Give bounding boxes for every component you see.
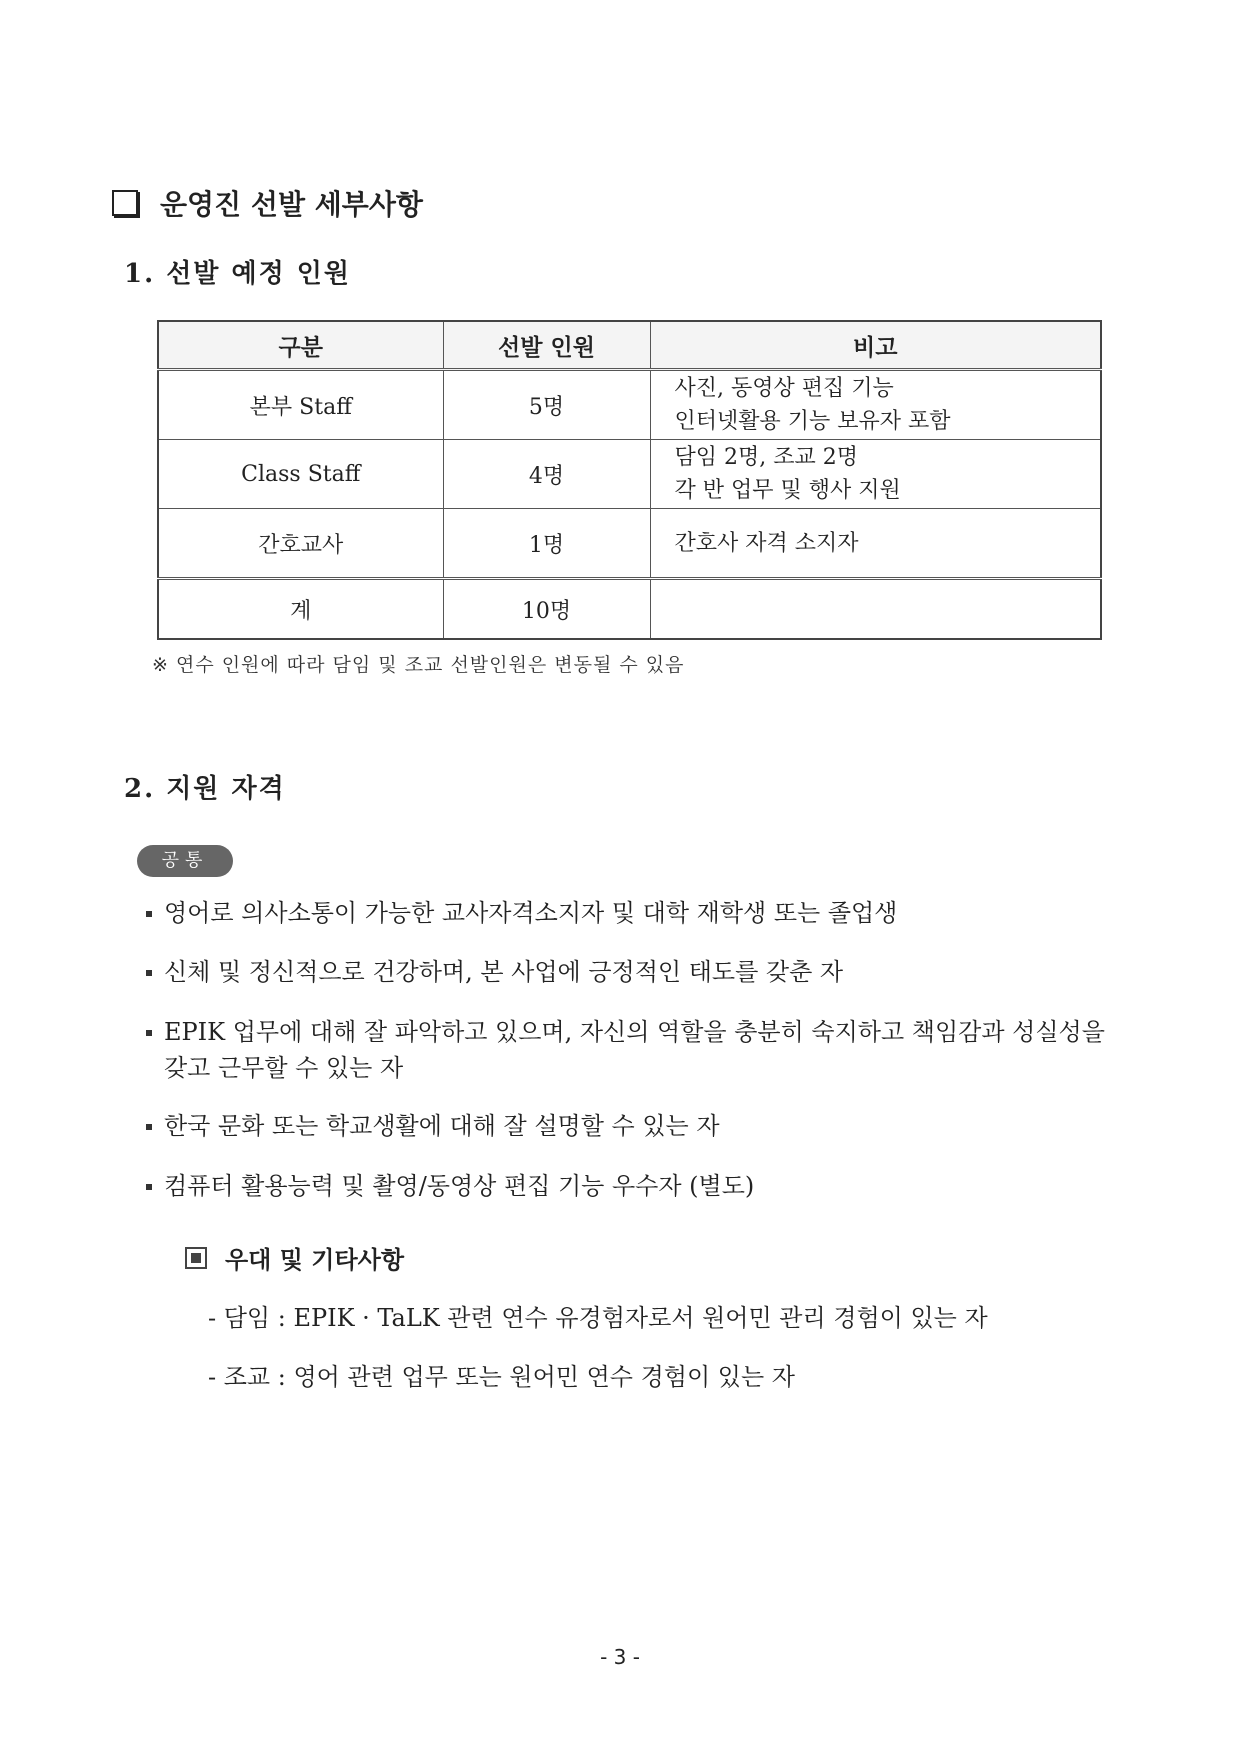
list-item: [146, 1108, 1126, 1144]
header-category: 구분: [158, 321, 443, 370]
bullet-text: 한국 문화 또는 학교생활에 대해 잘 설명할 수 있는 자: [164, 1112, 720, 1140]
preference-heading: [185, 1240, 404, 1275]
table-header-row: [158, 321, 1101, 370]
table-row: [158, 370, 1101, 440]
note-line: 각 반 업무 및 행사 지원: [674, 478, 901, 503]
staff-table: [157, 320, 1102, 640]
list-item: [146, 954, 1126, 990]
total-note: [650, 579, 1101, 640]
bullet-icon: [146, 1030, 152, 1036]
list-item: [146, 1014, 1126, 1086]
cell-note: [650, 509, 1101, 579]
common-badge: 공통: [137, 845, 233, 877]
total-label: 계: [158, 579, 443, 640]
cell-category: 간호교사: [158, 509, 443, 579]
bullet-icon: [146, 911, 152, 917]
cell-count: 5명: [443, 370, 650, 440]
bullet-icon: [146, 1184, 152, 1190]
section-heading-2: 2. 지원 자격: [124, 774, 286, 804]
note-line: 간호사 자격 소지자: [674, 530, 859, 556]
cell-count: 4명: [443, 440, 650, 509]
note-line: 사진, 동영상 편집 기능: [674, 376, 894, 401]
header-count: 선발 인원: [443, 321, 650, 370]
bullet-text: 영어로 의사소통이 가능한 교사자격소지자 및 대학 재학생 또는 졸업생: [164, 899, 898, 927]
filled-square-icon: [185, 1247, 207, 1269]
header-note: 비고: [650, 321, 1101, 370]
checkbox-icon: [112, 190, 138, 216]
document-title: [112, 183, 423, 223]
bullet-text: EPIK 업무에 대해 잘 파악하고 있으며, 자신의 역할을 충분히 숙지하고 책임감과 성실성을 갖고 근무할 수 있는 자: [164, 1018, 1105, 1082]
list-item: [146, 1168, 1126, 1204]
bullet-text: 신체 및 정신적으로 건강하며, 본 사업에 긍정적인 태도를 갖춘 자: [164, 958, 844, 986]
bullet-text: 컴퓨터 활용능력 및 촬영/동영상 편집 기능 우수자 (별도): [164, 1172, 755, 1200]
preference-heading-text: 우대 및 기타사항: [225, 1246, 404, 1274]
preference-item: - 담임 : EPIK · TaLK 관련 연수 유경험자로서 원어민 관리 경험이 있는 자: [208, 1304, 988, 1332]
note-line: 인터넷활용 기능 보유자 포함: [674, 409, 951, 434]
cell-note: [650, 440, 1101, 509]
preference-item: - 조교 : 영어 관련 업무 또는 원어민 연수 경험이 있는 자: [208, 1363, 795, 1391]
note-line: 담임 2명, 조교 2명: [674, 445, 858, 470]
section-heading-1: 1. 선발 예정 인원: [124, 259, 351, 289]
title-text: 운영진 선발 세부사항: [160, 188, 423, 221]
page-number: - 3 -: [600, 1645, 640, 1669]
table-total-row: [158, 579, 1101, 640]
total-count: 10명: [443, 579, 650, 640]
bullet-icon: [146, 1124, 152, 1130]
cell-note: [650, 370, 1101, 440]
table-footnote: ※ 연수 인원에 따라 담임 및 조교 선발인원은 변동될 수 있음: [152, 654, 685, 676]
cell-count: 1명: [443, 509, 650, 579]
table-row: [158, 440, 1101, 509]
cell-category: 본부 Staff: [158, 370, 443, 440]
cell-category: Class Staff: [158, 440, 443, 509]
bullet-icon: [146, 970, 152, 976]
table-row: [158, 509, 1101, 579]
list-item: [146, 895, 1126, 931]
